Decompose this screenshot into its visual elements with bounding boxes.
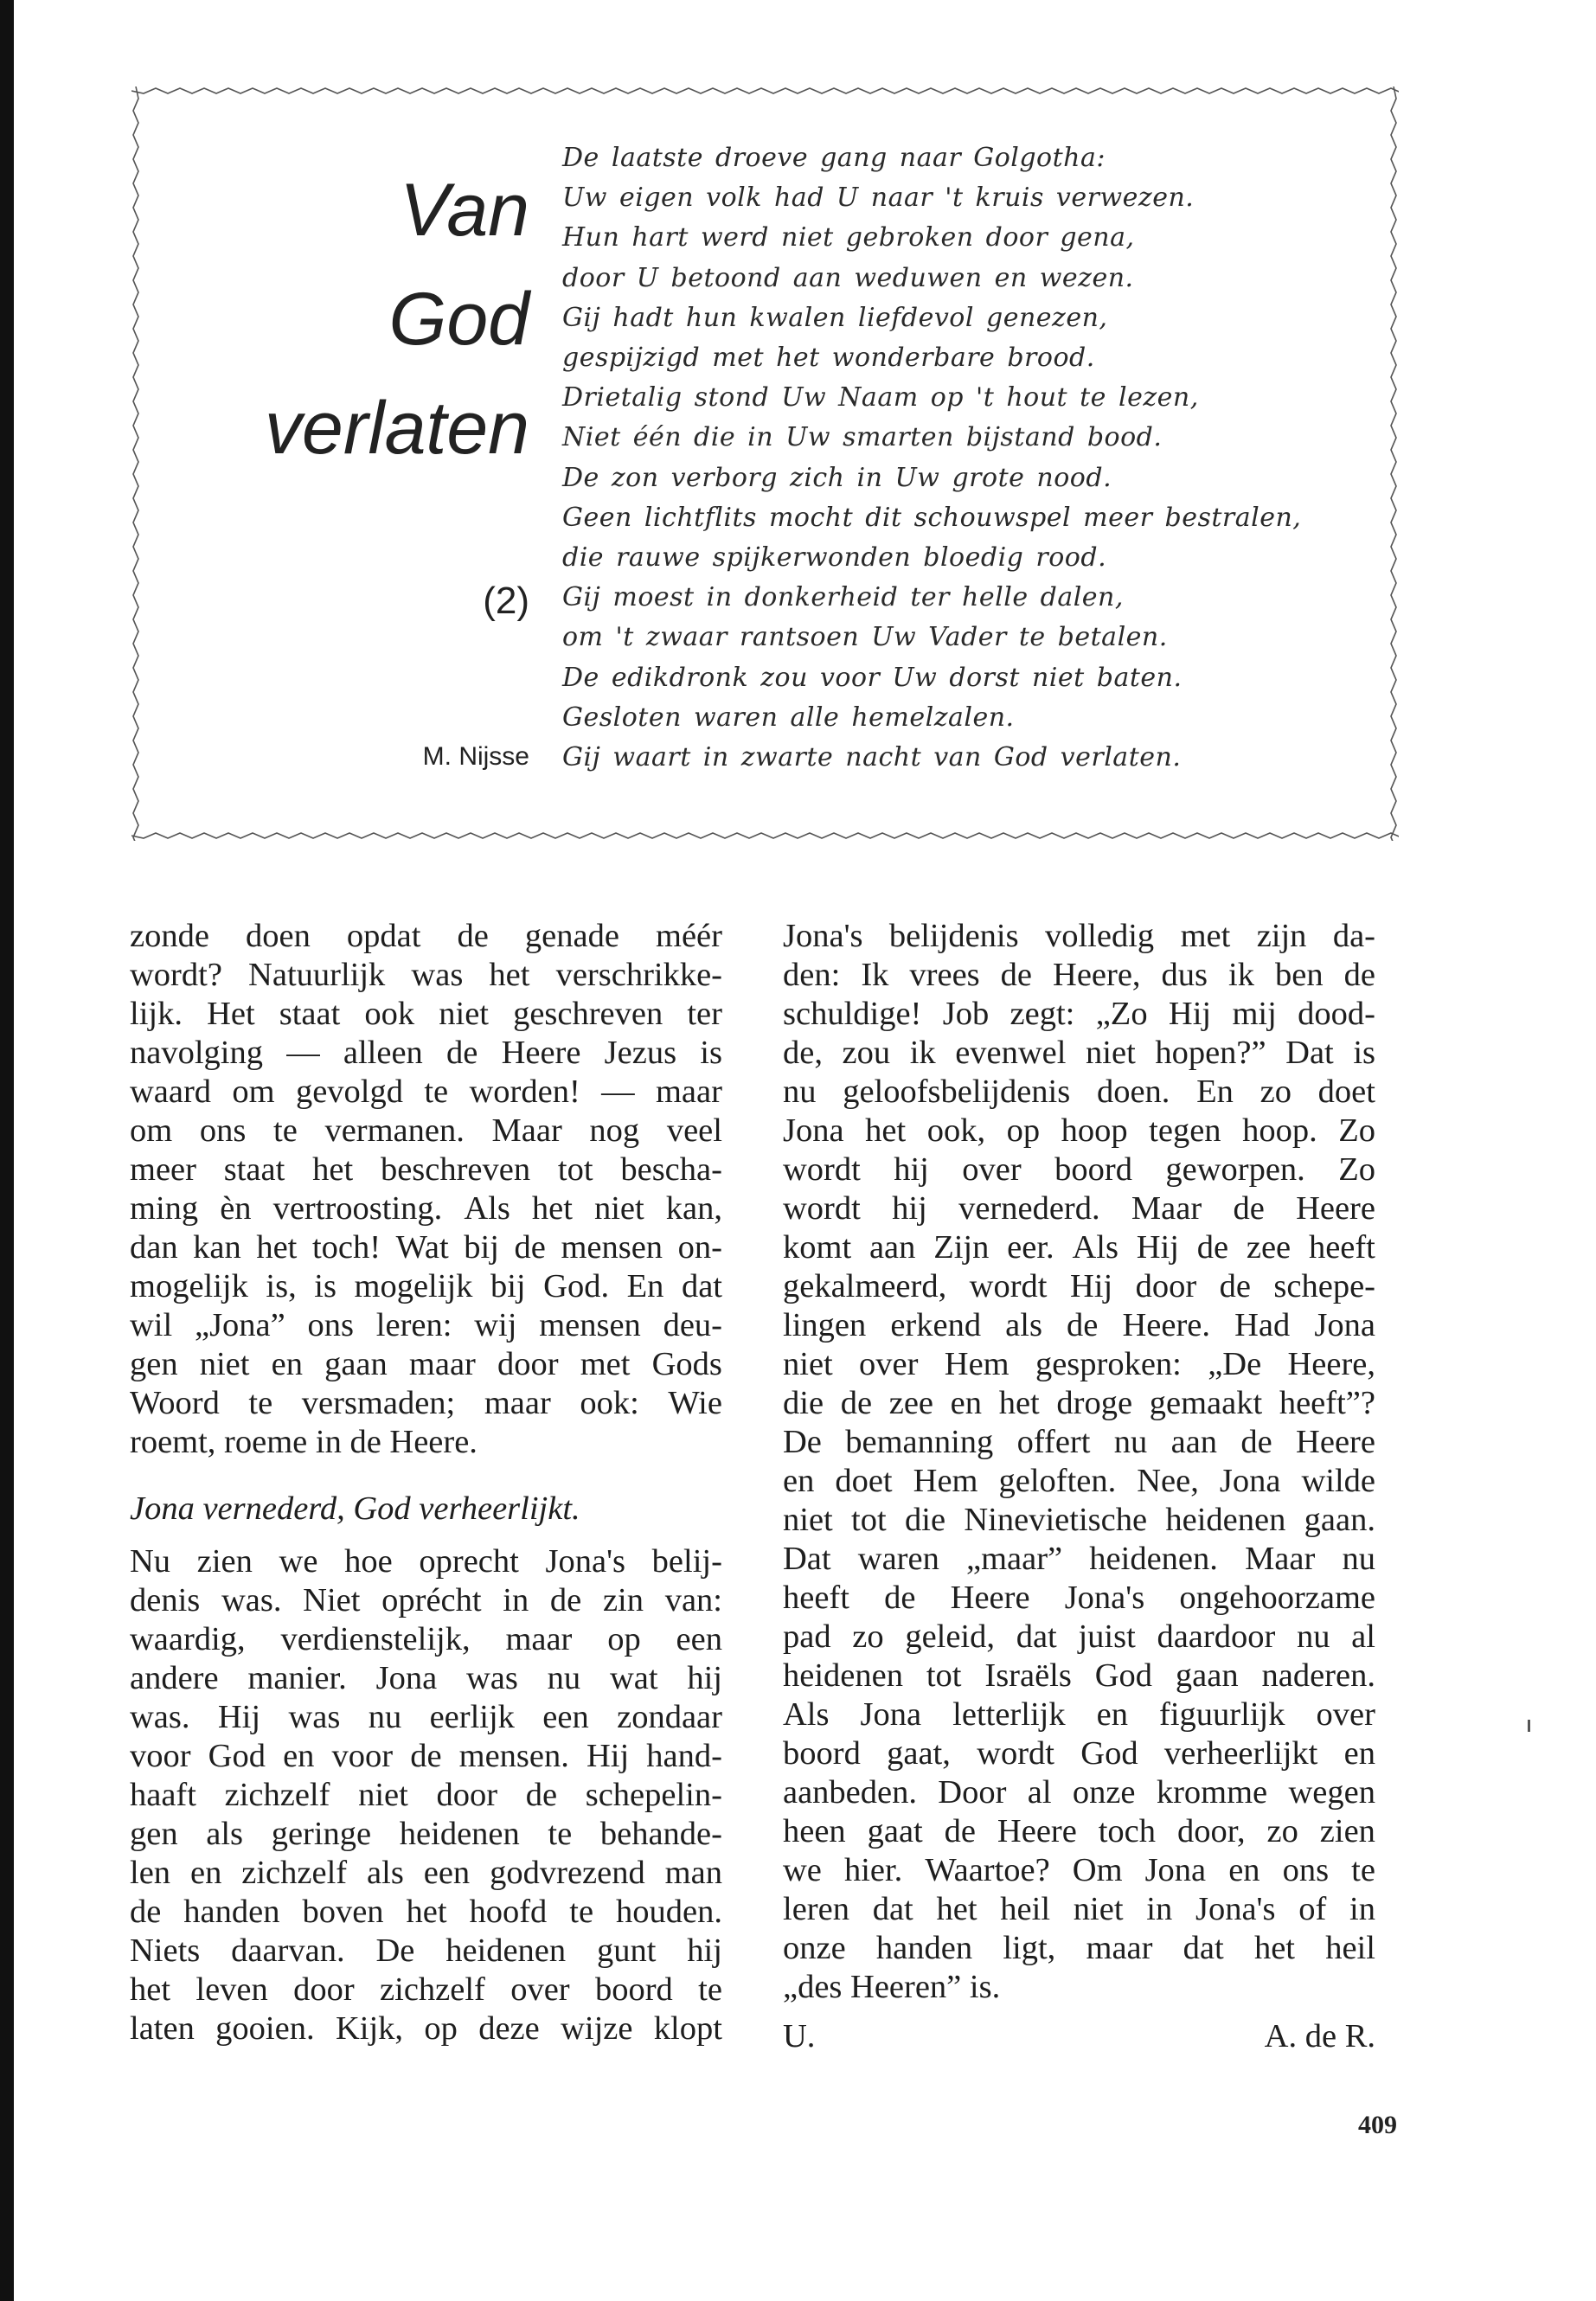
- text-line: heidenen tot Israëls God gaan naderen.: [783, 1657, 1375, 1694]
- verse-line: Hun hart werd niet gebroken door gena,: [562, 222, 1135, 253]
- verse-line: gespijzigd met het wonderbare brood.: [562, 343, 1095, 374]
- verse-line: Drietalig stond Uw Naam op 't hout te lezen,: [562, 382, 1199, 413]
- text-line: boord gaat, wordt God verheerlijkt en: [783, 1735, 1375, 1772]
- text-line: ming èn vertroosting. Als het niet kan,: [130, 1190, 722, 1227]
- text-line: schuldige! Job zegt: „Zo Hij mij dood-: [783, 996, 1375, 1032]
- text-line: laten gooien. Kijk, op deze wijze klopt: [130, 2010, 722, 2047]
- signature-line: [783, 2017, 1375, 2056]
- poem-title: [183, 169, 529, 500]
- signature-author: A. de R.: [1264, 2018, 1375, 2054]
- text-line: dan kan het toch! Wat bij de mensen on-: [130, 1229, 722, 1266]
- text-line: roemt, roeme in de Heere.: [130, 1424, 478, 1460]
- text-line: niet tot die Ninevietische heidenen gaan.: [783, 1502, 1375, 1538]
- poem-author: M. Nijsse: [422, 742, 529, 771]
- text-line: het leven door zichzelf over boord te: [130, 1971, 722, 2008]
- text-line: wordt hij over boord geworpen. Zo: [783, 1151, 1375, 1188]
- text-line: Jona's belijdenis volledig met zijn da-: [783, 918, 1375, 954]
- verse-line: Niet één die in Uw smarten bijstand bood.: [562, 422, 1163, 453]
- text-line: haaft zichzelf niet door de schepelin-: [130, 1777, 722, 1813]
- text-line: andere manier. Jona was nu wat hij: [130, 1660, 722, 1696]
- text-line: wordt? Natuurlijk was het verschrikke-: [130, 957, 722, 993]
- text-line: en doet Hem geloften. Nee, Jona wilde: [783, 1463, 1375, 1499]
- paragraph: [130, 917, 722, 1462]
- verse-line: Gesloten waren alle hemelzalen.: [562, 702, 1015, 733]
- text-line: gekalmeerd, wordt Hij door de schepe-: [783, 1268, 1375, 1304]
- text-line: de, zou ik evenwel niet hopen?” Dat is: [783, 1035, 1375, 1071]
- text-line: aanbeden. Door al onze kromme wegen: [783, 1774, 1375, 1811]
- page-number: 409: [1358, 2111, 1397, 2139]
- text-line: heen gaat de Heere toch door, zo zien: [783, 1813, 1375, 1849]
- text-line: mogelijk is, is mogelijk bij God. En dat: [130, 1268, 722, 1304]
- text-line: onze handen ligt, maar dat het heil: [783, 1930, 1375, 1966]
- verse-line: De edikdronk zou voor Uw dorst niet baten.: [562, 662, 1183, 693]
- signature-left: U.: [783, 2018, 816, 2054]
- text-line: Niets daarvan. De heidenen gunt hij: [130, 1932, 722, 1969]
- poem-title-line: God: [388, 278, 529, 361]
- text-line: meer staat het beschreven tot bescha-: [130, 1151, 722, 1188]
- text-line: lijk. Het staat ook niet geschreven ter: [130, 996, 722, 1032]
- text-line: de handen boven het hoofd te houden.: [130, 1894, 722, 1930]
- verse-line: Gij waart in zwarte nacht van God verlaten.: [562, 742, 1182, 773]
- text-line: De bemanning offert nu aan de Heere: [783, 1424, 1375, 1460]
- text-line: den: Ik vrees de Heere, dus ik ben de: [783, 957, 1375, 993]
- text-line: Jona het ook, op hoop tegen hoop. Zo: [783, 1112, 1375, 1149]
- text-line: waardig, verdienstelijk, maar op een: [130, 1621, 722, 1657]
- margin-mark: [1528, 1720, 1530, 1732]
- text-line: navolging — alleen de Heere Jezus is: [130, 1035, 722, 1071]
- text-line: die de zee en het droge gemaakt heeft”?: [783, 1385, 1375, 1421]
- poem-title-line: verlaten: [265, 387, 529, 470]
- text-line: gen niet en gaan maar door met Gods: [130, 1346, 722, 1382]
- article-column-left: [130, 917, 722, 2048]
- poem-verses: [562, 138, 1384, 778]
- text-line: pad zo geleid, dat juist daardoor nu al: [783, 1618, 1375, 1655]
- text-line: denis was. Niet oprécht in de zin van:: [130, 1582, 722, 1618]
- poem-frame: [131, 87, 1399, 841]
- section-subheading: Jona vernederd, God verheerlijkt.: [130, 1490, 580, 1527]
- paragraph: [130, 1542, 722, 2048]
- article-column-right: [783, 917, 1375, 2056]
- text-line: was. Hij was nu eerlijk een zondaar: [130, 1699, 722, 1735]
- binding-edge: [0, 0, 14, 2301]
- verse-line: Gij moest in donkerheid ter helle dalen,: [562, 582, 1124, 613]
- verse-line: door U betoond aan weduwen en wezen.: [562, 262, 1134, 293]
- text-line: Als Jona letterlijk en figuurlijk over: [783, 1696, 1375, 1733]
- text-line: voor God en voor de mensen. Hij hand-: [130, 1738, 722, 1774]
- text-line: om ons te vermanen. Maar nog veel: [130, 1112, 722, 1149]
- text-line: Woord te versmaden; maar ook: Wie: [130, 1385, 722, 1421]
- text-line: leren dat het heil niet in Jona's of in: [783, 1891, 1375, 1927]
- text-line: „des Heeren” is.: [783, 1969, 1001, 2005]
- text-line: waard om gevolgd te worden! — maar: [130, 1074, 722, 1110]
- poem-part-number: (2): [483, 580, 529, 622]
- text-line: niet over Hem gesproken: „De Heere,: [783, 1346, 1375, 1382]
- paragraph: [783, 917, 1375, 2007]
- text-line: len en zichzelf als een godvrezend man: [130, 1855, 722, 1891]
- text-line: zonde doen opdat de genade méér: [130, 918, 722, 954]
- verse-line: De laatste droeve gang naar Golgotha:: [562, 143, 1106, 173]
- verse-line: Geen lichtflits mocht dit schouwspel meer bestralen,: [562, 502, 1302, 533]
- verse-line: Gij hadt hun kwalen liefdevol genezen,: [562, 302, 1108, 333]
- verse-line: om 't zwaar rantsoen Uw Vader te betalen.: [562, 622, 1168, 653]
- text-line: wil „Jona” ons leren: wij mensen deu-: [130, 1307, 722, 1343]
- verse-line: die rauwe spijkerwonden bloedig rood.: [562, 542, 1107, 574]
- text-line: Dat waren „maar” heidenen. Maar nu: [783, 1541, 1375, 1577]
- text-line: wordt hij vernederd. Maar de Heere: [783, 1190, 1375, 1227]
- text-line: heeft de Heere Jona's ongehoorzame: [783, 1580, 1375, 1616]
- verse-line: De zon verborg zich in Uw grote nood.: [562, 462, 1112, 493]
- text-line: Nu zien we hoe oprecht Jona's belij-: [130, 1543, 722, 1580]
- text-line: nu geloofsbelijdenis doen. En zo doet: [783, 1074, 1375, 1110]
- text-line: we hier. Waartoe? Om Jona en ons te: [783, 1852, 1375, 1888]
- poem-title-line: Van: [400, 169, 529, 252]
- text-line: gen als geringe heidenen te behande-: [130, 1816, 722, 1852]
- verse-line: Uw eigen volk had U naar 't kruis verwezen.: [562, 183, 1195, 214]
- text-line: komt aan Zijn eer. Als Hij de zee heeft: [783, 1229, 1375, 1266]
- text-line: lingen erkend als de Heere. Had Jona: [783, 1307, 1375, 1343]
